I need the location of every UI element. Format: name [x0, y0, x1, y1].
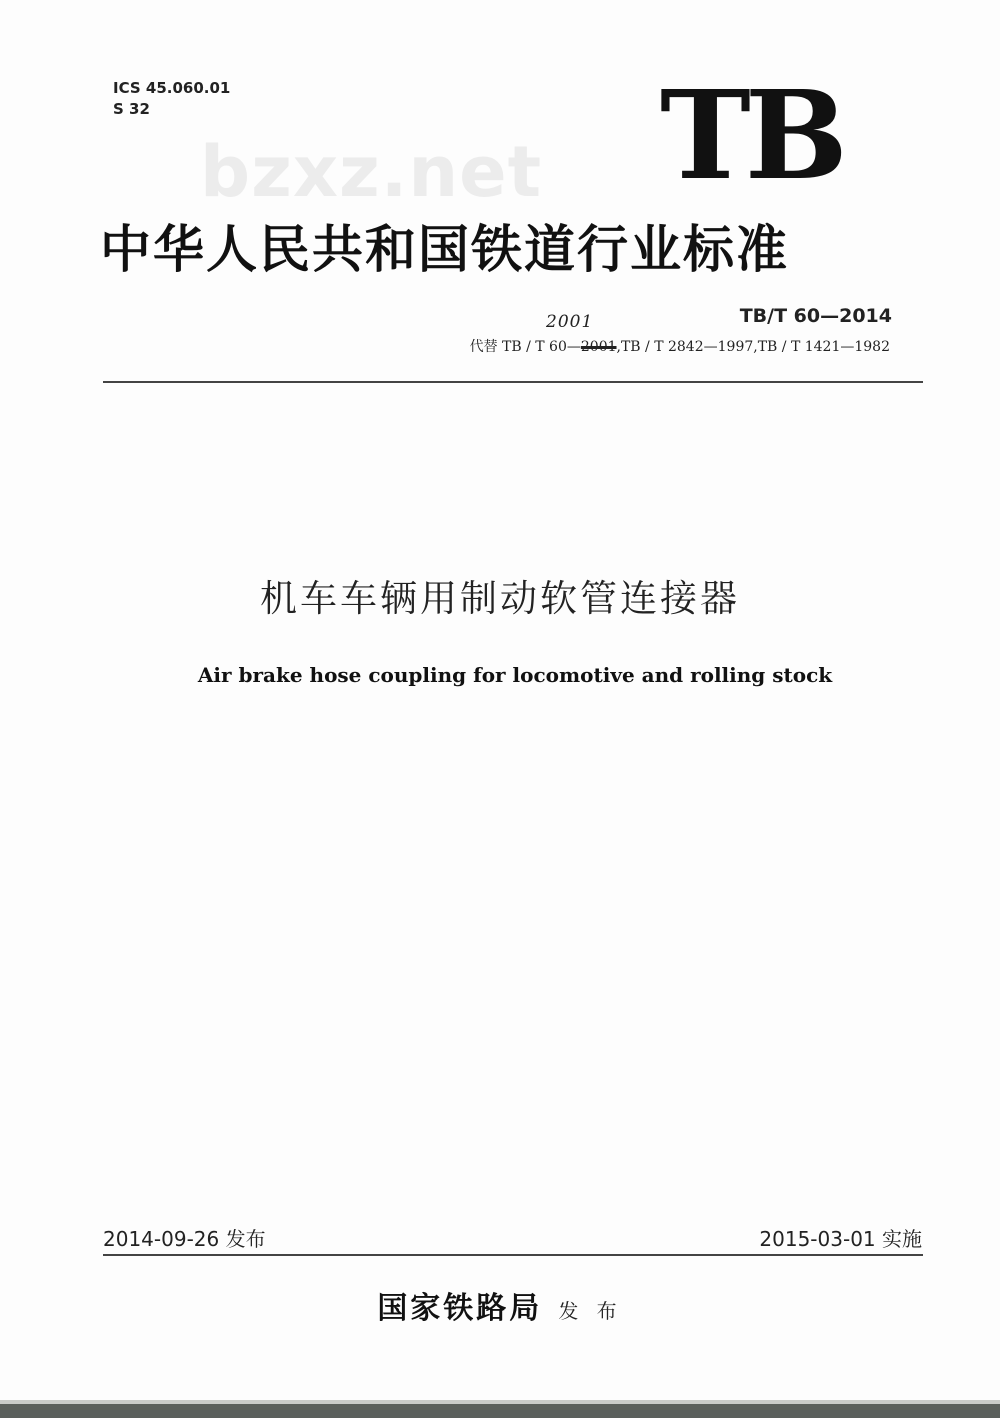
chinese-title: 机车车辆用制动软管连接器 — [260, 577, 740, 620]
ics-code: ICS 45.060.01 — [113, 79, 231, 97]
issue-date: 2014-09-26 发布 — [103, 1227, 266, 1251]
replaces-suffix: ,TB / T 2842—1997,TB / T 1421—1982 — [616, 339, 890, 355]
replaces-prefix: 代替 TB / T 60— — [469, 339, 581, 355]
implementation-date: 2015-03-01 实施 — [759, 1227, 922, 1251]
classification-codes — [113, 78, 230, 120]
issuer — [0, 1283, 1000, 1327]
industry-standard-title: 中华人民共和国铁道行业标准 — [100, 220, 790, 280]
english-title: Air brake hose coupling for locomotive and rolling stock — [197, 663, 833, 687]
issuer-organization: 国家铁路局 — [377, 1291, 543, 1326]
watermark: bzxz.net — [200, 131, 543, 213]
handwritten-correction: 2001 — [546, 312, 594, 332]
tb-logo: TB — [660, 63, 842, 207]
footer-divider — [103, 1254, 923, 1256]
viewer-bottom-bar — [0, 1404, 1000, 1418]
ccs-code: S 32 — [113, 100, 150, 118]
replaces-line — [470, 336, 890, 358]
issuer-action: 发 布 — [558, 1299, 623, 1323]
replaces-struck-year: 2001 — [580, 339, 617, 355]
standard-number: TB/T 60—2014 — [739, 305, 892, 327]
header-divider — [103, 381, 923, 383]
